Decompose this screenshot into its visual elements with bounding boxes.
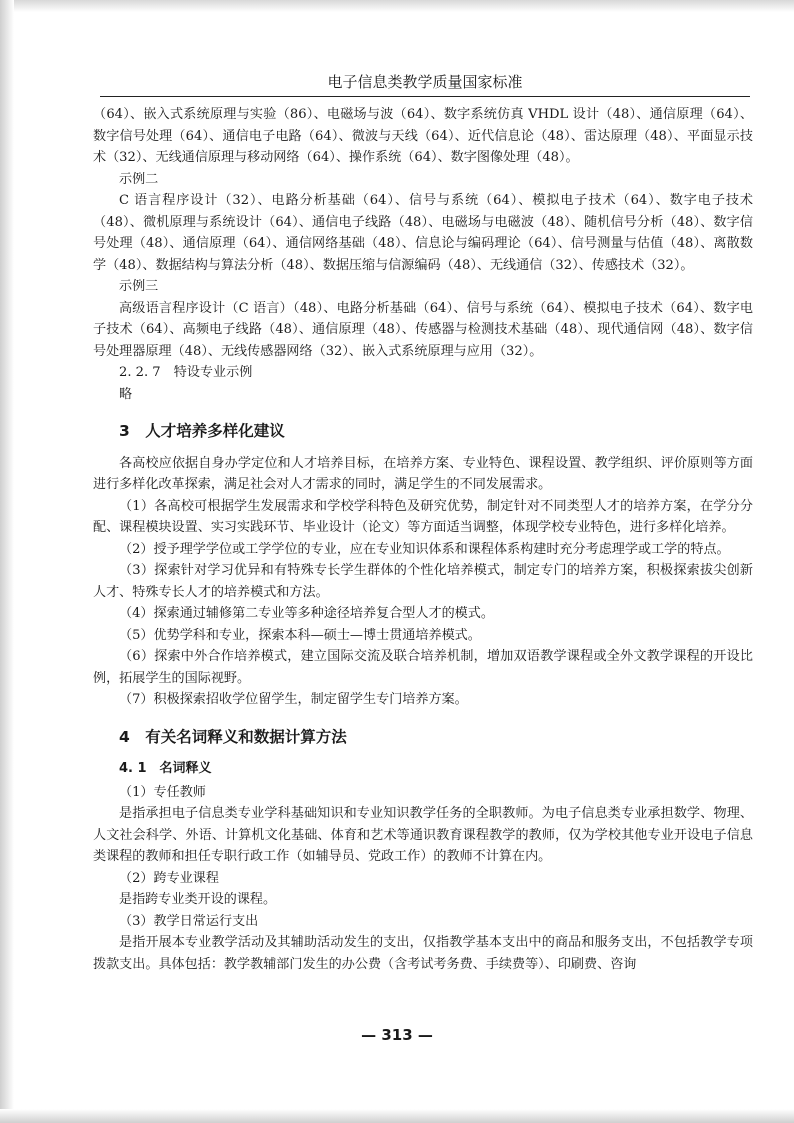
- scan-shadow-left: [0, 0, 14, 1123]
- section-4-1-heading: 4. 1 名词释义: [119, 761, 212, 776]
- section-3-item-4: （4）探索通过辅修第二专业等多种途径培养复合型人才的模式。: [119, 606, 494, 621]
- section-3-heading: 3 人才培养多样化建议: [119, 422, 285, 440]
- term-2-definition: 是指跨专业类开设的课程。: [119, 892, 277, 907]
- continuation-paragraph: （64）、嵌入式系统原理与实验（86）、电磁场与波（64）、数字系统仿真 VHDL 设计（48）、通信原理（64）、数字信号处理（64）、通信电子电路（64）、微波与天线（64）、近代信息论（48）、雷达原理（48）、平面显示技术（32）、无线通信原理与移动网络（64）、操作系统（64）、数字图像处理（48）。: [93, 107, 753, 165]
- section-4-heading: 4 有关名词释义和数据计算方法: [119, 727, 347, 746]
- running-header: 电子信息类教学质量国家标准: [100, 70, 750, 97]
- example-3-text: 高级语言程序设计（C 语言）（48）、电路分析基础（64）、信号与系统（64）、模拟电子技术（64）、数字电子技术（64）、高频电子线路（48）、通信原理（48）、传感器与检测技术基础（48）、现代通信网（48）、数字信号处理器原理（48）、无线传感器网络（32）、嵌入式系统原理与应用（32）。: [93, 300, 753, 359]
- scan-shadow-top: [0, 0, 794, 12]
- term-1-label: （1）专任教师: [119, 784, 206, 800]
- section-3-item-6: （6）探索中外合作培养模式，建立国际交流及联合培养机制，增加双语教学课程或全外文教学课程的开设比例，拓展学生的国际视野。: [93, 649, 753, 686]
- subsection-2-2-7-body: 略: [119, 386, 133, 402]
- term-1-definition: 是指承担电子信息类专业学科基础知识和专业知识教学任务的全职教师。为电子信息类专业承担数学、物理、人文社会科学、外语、计算机文化基础、体育和艺术等通识教育课程教学的教师，仅为学校其他专业开设电子信息类课程的教师和担任专职行政工作（如辅导员、党政工作）的教师不计算在内。: [93, 806, 753, 864]
- example-2-text: C 语言程序设计（32）、电路分析基础（64）、信号与系统（64）、模拟电子技术（64）、数字电子技术（48）、微机原理与系统设计（64）、通信电子线路（48）、电磁场与电磁波（48）、随机信号分析（48）、数字信号处理（48）、通信原理（64）、通信网络基础（48）、信息论与编码理论（64）、信号测量与估值（48）、离散数学（48）、数据结构与算法分析（48）、数据压缩与信源编码（48）、无线通信（32）、传感技术（32）。: [93, 193, 753, 273]
- term-3-definition: 是指开展本专业教学活动及其辅助活动发生的支出，仅指教学基本支出中的商品和服务支出，不包括教学专项拨款支出。具体包括：教学教辅部门发生的办公费（含考试考务费、手续费等）、印刷费、咨询: [93, 935, 753, 972]
- section-3-item-7: （7）积极探索招收学位留学生，制定留学生专门培养方案。: [119, 692, 468, 707]
- scan-shadow-bottom: [0, 1109, 794, 1123]
- term-2-label: （2）跨专业课程: [119, 870, 219, 886]
- section-3-item-5: （5）优势学科和专业，探索本科—硕士—博士贯通培养模式。: [119, 627, 481, 643]
- section-3-item-3: （3）探索针对学习优异和有特殊专长学生群体的个性化培养模式，制定专门的培养方案，积极探索拔尖创新人才、特殊专长人才的培养模式和方法。: [93, 563, 753, 600]
- section-3-intro: 各高校应依据自身办学定位和人才培养目标，在培养方案、专业特色、课程设置、教学组织、评价原则等方面进行多样化改革探索，满足社会对人才需求的同时，满足学生的不同发展需求。: [93, 455, 753, 492]
- example-3-label: 示例三: [119, 279, 159, 294]
- term-3-label: （3）教学日常运行支出: [119, 913, 259, 929]
- section-3-item-2: （2）授予理学学位或工学学位的专业，应在专业知识体系和课程体系构建时充分考虑理学或工学的特点。: [119, 541, 730, 557]
- page-number: — 313 —: [361, 1026, 433, 1044]
- example-2-label: 示例二: [119, 171, 159, 187]
- section-3-item-1: （1）各高校可根据学生发展需求和学校学科特色及研究优势，制定针对不同类型人才的培养方案，在学分分配、课程模块设置、实习实践环节、毕业设计（论文）等方面适当调整，体现学校专业特色，进行多样化培养。: [93, 498, 753, 535]
- subsection-2-2-7-title: 2. 2. 7 特设专业示例: [119, 365, 253, 380]
- page-body: [93, 104, 753, 975]
